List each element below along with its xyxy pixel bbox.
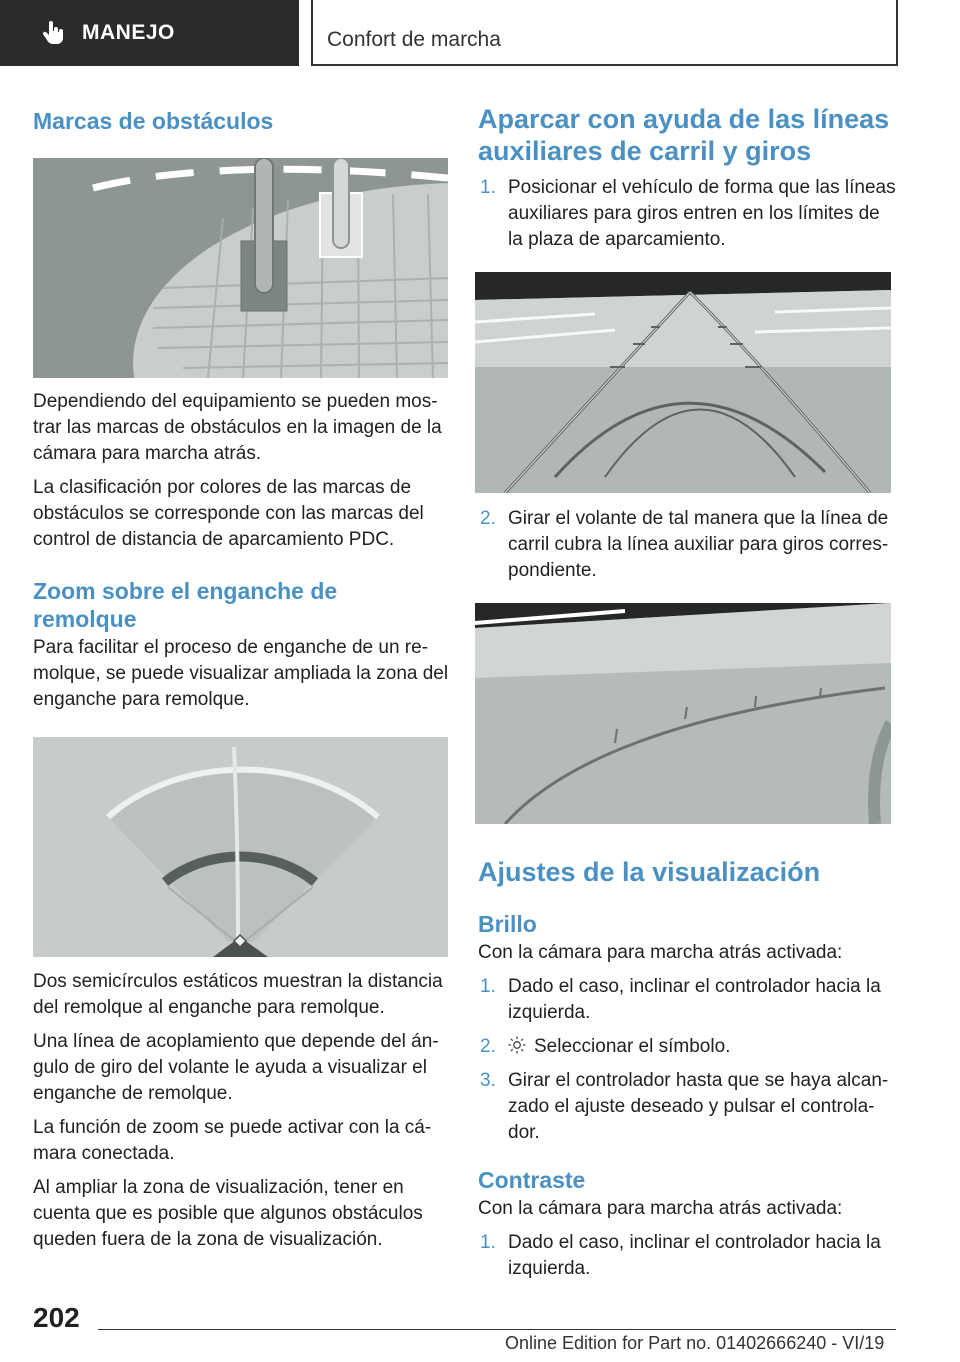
parking-step — [478, 506, 896, 584]
parking-steps-2 — [478, 506, 896, 584]
hitch-zoom-heading-line2: remolque — [33, 606, 137, 632]
section-tab — [0, 0, 299, 66]
brightness-step — [478, 1034, 896, 1060]
step-number: 1. — [480, 1232, 496, 1253]
contrast-intro: Con la cámara para marcha atrás activada: — [478, 1198, 843, 1219]
step-text: Dado el caso, inclinar el controlador hacia la izquierda. — [508, 976, 881, 1023]
parking-lines-heading-line1: Aparcar con ayuda de las líneas — [478, 104, 890, 134]
brightness-step — [478, 974, 896, 1026]
right-column — [478, 95, 896, 1282]
hitch-zoom-text-1: Para facilitar el proceso de enganche de un re‐molque, se puede visualizar ampliada la zona del enganche para remolque. — [33, 637, 449, 710]
hitch-zoom-text-3: Una línea de acoplamiento que depende del án‐gulo de giro del volante le ayuda a visualizar el enganche de remolque. — [33, 1031, 439, 1104]
hitch-zoom-text-2: Dos semicírculos estáticos muestran la distancia del remolque al enganche para remolque. — [33, 971, 443, 1018]
hitch-zoom-text-4: La función de zoom se puede activar con la cá‐mara conectada. — [33, 1117, 432, 1164]
brightness-heading: Brillo — [478, 911, 537, 937]
hand-pointer-icon — [40, 20, 66, 46]
hitch-zoom-heading-line1: Zoom sobre el enganche de — [33, 578, 338, 604]
brightness-step — [478, 1068, 896, 1146]
step-number: 2. — [480, 1036, 496, 1057]
step-number: 3. — [480, 1070, 496, 1091]
parking-lines-heading-line2: auxiliares de carril y giros — [478, 136, 812, 166]
sun-icon — [508, 1036, 526, 1054]
edition-text: Online Edition for Part no. 01402666240 - VI/19 — [505, 1333, 885, 1353]
step-number: 1. — [480, 976, 496, 997]
page-header — [0, 0, 960, 68]
left-column — [33, 95, 449, 1253]
display-settings-heading: Ajustes de la visualización — [478, 857, 821, 887]
lane-line-image — [475, 603, 891, 824]
page-number: 202 — [33, 1302, 80, 1333]
turning-lines-image — [475, 272, 891, 493]
parking-steps-1 — [478, 175, 896, 253]
step-number: 2. — [480, 508, 496, 529]
step-text: Girar el volante de tal manera que la línea de carril cubra la línea auxiliar para giros corres‐pondiente. — [508, 508, 889, 581]
hitch-zoom-heading — [33, 577, 449, 633]
step-text: Dado el caso, inclinar el controlador hacia la izquierda. — [508, 1232, 881, 1279]
obstacle-marks-image — [33, 158, 448, 378]
chapter-title: Confort de marcha — [327, 28, 501, 51]
parking-step — [478, 175, 896, 253]
obstacle-marks-text-2: La clasificación por colores de las marcas de obstáculos se corresponde con las marcas del control de distancia de aparcamiento PDC. — [33, 477, 424, 550]
hitch-zoom-text-5: Al ampliar la zona de visualización, tener en cuenta que es posible que algunos obstáculos queden fuera de la zona de visualización. — [33, 1177, 423, 1250]
brightness-steps — [478, 974, 896, 1146]
step-text: Posicionar el vehículo de forma que las líneas auxiliares para giros entren en los límites de la plaza de aparcamiento. — [508, 177, 896, 250]
step-text: Girar el controlador hasta que se haya alcan‐zado el ajuste deseado y pulsar el controla‐dor. — [508, 1070, 889, 1143]
hitch-zoom-image — [33, 737, 448, 957]
obstacle-marks-text-1: Dependiendo del equipamiento se pueden mos‐trar las marcas de obstáculos en la imagen de la cámara para marcha atrás. — [33, 391, 442, 464]
contrast-heading: Contraste — [478, 1167, 586, 1193]
parking-lines-heading — [478, 103, 896, 167]
section-label: MANEJO — [82, 21, 175, 44]
contrast-step — [478, 1230, 896, 1282]
step-text: Seleccionar el símbolo. — [534, 1036, 731, 1057]
contrast-steps — [478, 1230, 896, 1282]
step-number: 1. — [480, 177, 496, 198]
obstacle-marks-heading: Marcas de obstáculos — [33, 108, 274, 134]
brightness-intro: Con la cámara para marcha atrás activada: — [478, 942, 843, 963]
footer-rule — [98, 1329, 896, 1330]
chapter-box — [311, 0, 898, 66]
